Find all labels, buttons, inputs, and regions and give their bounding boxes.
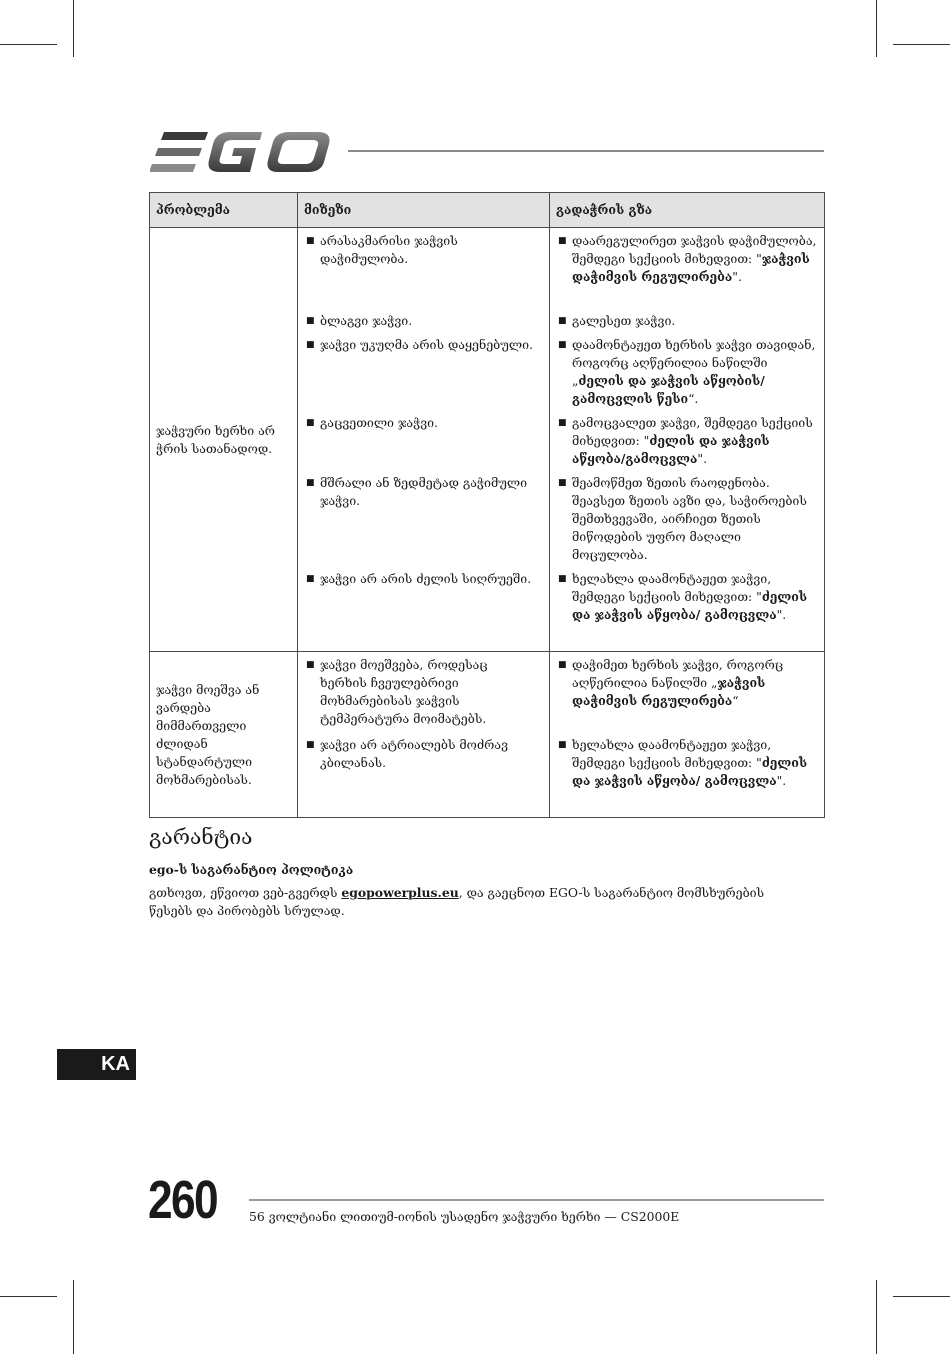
- column-header-problem: პრობლემა: [150, 193, 298, 228]
- remedy-reference: ჯაჭვის დაჭიმვის რეგულირება: [572, 251, 810, 284]
- footer-rule: [249, 1199, 824, 1201]
- warranty-title: გარანტია: [149, 825, 253, 849]
- remedy-text-end: ".: [776, 607, 787, 622]
- remedy-item: [550, 736, 824, 790]
- table-header-row: [150, 193, 825, 228]
- crop-mark: [0, 1296, 57, 1297]
- crop-mark: [893, 1296, 950, 1297]
- remedy-item: [550, 232, 824, 286]
- column-header-cause: მიზეზი: [298, 193, 550, 228]
- cause-item: ■ ჯაჭვი არ არის ძელის სიღრუეში.: [298, 570, 549, 588]
- remedy-item: [550, 414, 824, 468]
- footer-text: 56 ვოლტიანი ლითიუმ-იონის უსადენო ჯაჭვური ხერხი — CS2000E: [249, 1209, 680, 1224]
- remedy-item: [550, 474, 824, 564]
- column-header-remedy: გადაჭრის გზა: [550, 193, 825, 228]
- remedy-text: შეამოწმეთ ზეთის რაოდენობა. შეავსეთ ზეთის ავზი და, საჭიროების შემთხვევაში, აირჩიეთ ზეთის მიწოდების უფრო მაღალი მოცულობა.: [572, 475, 807, 562]
- remedy-text: ხელახლა დაამონტაჟეთ ჯაჭვი, შემდეგი სექციის მიხედვით: ": [572, 571, 772, 604]
- policy-text-pre: გთხოვთ, ეწვიოთ ვებ-გვერდს: [149, 885, 342, 900]
- crop-mark: [876, 1280, 877, 1354]
- remedy-text-end: ".: [732, 269, 742, 284]
- remedy-item: [550, 570, 824, 624]
- remedy-reference: ძელის და ჯაჭვის აწყობა/ გამოცვლა: [572, 755, 808, 788]
- remedy-cell: [550, 228, 825, 652]
- problem-cell: [150, 652, 298, 818]
- remedy-item: [550, 336, 824, 408]
- cause-item: ■ ჯაჭვი არ ატრიალებს მოძრავ კბილანას.: [298, 736, 549, 772]
- policy-heading: ego-ს საგარანტიო პოლიტიკა: [149, 862, 354, 877]
- remedy-item: [550, 312, 824, 330]
- remedy-cell: [550, 652, 825, 818]
- remedy-reference: ძელის და ჯაჭვის აწყობა/გამოცვლა: [572, 433, 770, 466]
- remedy-text-end: “.: [688, 391, 699, 406]
- language-tab: KA: [57, 1049, 136, 1080]
- cause-item: ■ ჯაჭვი მოეშვება, როდესაც ხერხის ჩვეულებრივი მოხმარებისას ჯაჭვის ტემპერატურა მოიმატებს.: [298, 656, 549, 728]
- policy-text: [149, 884, 809, 920]
- troubleshooting-table: [149, 192, 825, 818]
- cause-item: ■ გაცვეთილი ჯაჭვი.: [298, 414, 549, 432]
- header-rule: [348, 150, 824, 152]
- remedy-reference: ჯაჭვის დაჭიმვის რეგულირება: [572, 675, 766, 708]
- remedy-text-end: ".: [776, 773, 787, 788]
- problem-text: ჯაჭვი მოეშვა ან ვარდება მიმმართველი ძლიდან სტანდარტული მოხმარებისას.: [156, 681, 260, 787]
- cause-item: ■ არასაკმარისი ჯაჭვის დაჭიმულობა.: [298, 232, 549, 268]
- remedy-text: დაარეგულირეთ ჯაჭვის დაჭიმულობა, შემდეგი სექციის მიხედვით: ": [572, 233, 817, 266]
- remedy-text: დაამონტაჟეთ ხერხის ჯაჭვი თავიდან, როგორც აღწერილია ნაწილში „: [572, 337, 816, 388]
- remedy-text: დაჭიმეთ ხერხის ჯაჭვი, როგორც აღწერილია ნაწილში „: [572, 657, 784, 690]
- cause-cell: [298, 652, 550, 818]
- policy-text-post: , და გაეცნოთ EGO-ს საგარანტიო მომსხურების წესებს და პირობებს სრულად.: [149, 885, 765, 918]
- cause-item: ■ ბლაგვი ჯაჭვი.: [298, 312, 549, 330]
- crop-mark: [73, 0, 74, 57]
- problem-cell: [150, 228, 298, 652]
- problem-text: ჯაჭვური ხერხი არ ჭრის სათანადოდ.: [156, 422, 276, 456]
- ego-logo: [150, 128, 335, 176]
- remedy-text: გამოცვალეთ ჯაჭვი, შემდეგი სექციის მიხედვით: ": [572, 415, 813, 448]
- cause-cell: [298, 228, 550, 652]
- remedy-reference: ძელის და ჯაჭვის აწყობა/ გამოცვლა: [572, 589, 808, 622]
- remedy-text-end: ".: [697, 451, 708, 466]
- page-number: 260: [148, 1170, 217, 1230]
- remedy-text: ხელახლა დაამონტაჟეთ ჯაჭვი, შემდეგი სექციის მიხედვით: ": [572, 737, 772, 770]
- crop-mark: [0, 44, 57, 45]
- cause-item: ■ ჯაჭვი უკუღმა არის დაყენებული.: [298, 336, 549, 354]
- table-row: [150, 652, 825, 818]
- warranty-link[interactable]: egopowerplus.eu: [341, 885, 459, 900]
- crop-mark: [73, 1280, 74, 1354]
- crop-mark: [876, 0, 877, 57]
- remedy-text-end: “: [732, 693, 739, 708]
- remedy-text: გალესეთ ჯაჭვი.: [572, 313, 676, 328]
- table-row: [150, 228, 825, 652]
- cause-item: ■ მშრალი ან ზედმეტად გაჭიმული ჯაჭვი.: [298, 474, 549, 510]
- crop-mark: [893, 44, 950, 45]
- table-body-content: [0, 0, 950, 1]
- remedy-reference: ძელის და ჯაჭვის აწყობის/გამოცვლის წესი: [572, 373, 765, 406]
- remedy-item: [550, 656, 824, 710]
